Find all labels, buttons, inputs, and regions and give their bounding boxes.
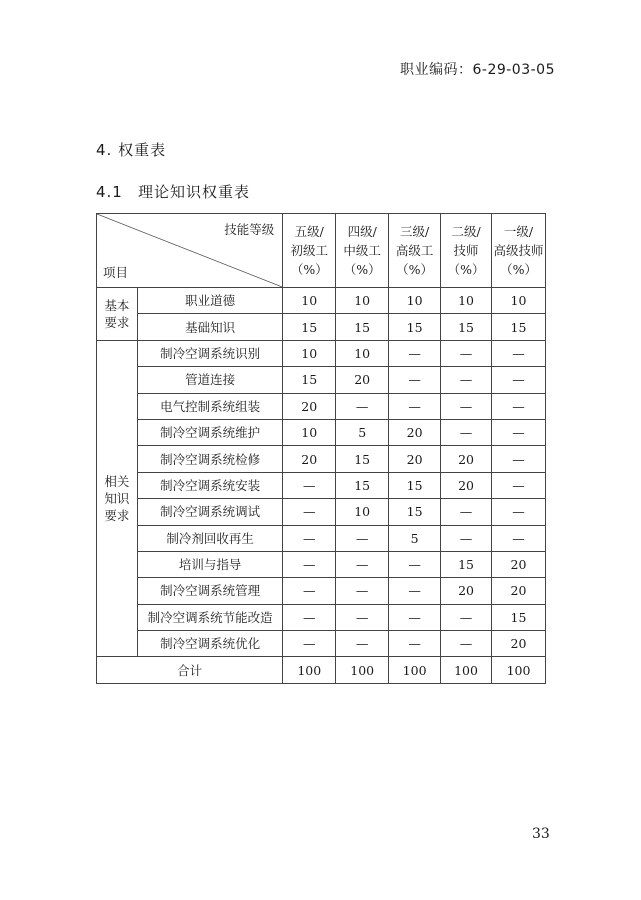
value-cell: 15 <box>441 314 492 340</box>
subsection-number: 4.1 <box>96 183 123 201</box>
table-row <box>97 419 546 445</box>
value-cell: — <box>283 525 336 551</box>
item-cell: 电气控制系统组装 <box>137 393 282 419</box>
item-cell: 制冷空调系统识别 <box>137 340 282 366</box>
value-cell: 20 <box>283 393 336 419</box>
value-cell: — <box>492 499 546 525</box>
total-row <box>97 657 546 683</box>
value-cell: 20 <box>492 631 546 657</box>
value-cell: — <box>336 525 389 551</box>
total-label-cell: 合计 <box>97 657 283 683</box>
table-row <box>97 314 546 340</box>
value-cell: 15 <box>492 604 546 630</box>
value-cell: — <box>441 419 492 445</box>
item-cell: 制冷空调系统调试 <box>137 499 282 525</box>
value-cell: — <box>336 551 389 577</box>
value-cell: — <box>283 578 336 604</box>
value-cell: 10 <box>336 288 389 314</box>
value-cell: 10 <box>492 288 546 314</box>
value-cell: — <box>441 604 492 630</box>
value-cell: — <box>389 551 441 577</box>
weight-table <box>96 213 546 684</box>
value-cell: — <box>389 604 441 630</box>
value-cell: 20 <box>336 367 389 393</box>
level-header-line1: 四级/ <box>347 224 377 239</box>
value-cell: 15 <box>336 314 389 340</box>
level-header-line1: 二级/ <box>451 224 481 239</box>
level-header-line1: 三级/ <box>400 224 430 239</box>
level-header-cell <box>492 214 546 288</box>
table-row <box>97 446 546 472</box>
value-cell: — <box>336 631 389 657</box>
item-cell: 制冷空调系统节能改造 <box>137 604 282 630</box>
table-row <box>97 631 546 657</box>
value-cell: — <box>283 551 336 577</box>
value-cell: 15 <box>336 472 389 498</box>
group-label-cell <box>97 340 138 657</box>
item-cell: 管道连接 <box>137 367 282 393</box>
item-cell: 制冷空调系统维护 <box>137 419 282 445</box>
total-value-cell: 100 <box>389 657 441 683</box>
value-cell: 10 <box>336 499 389 525</box>
value-cell: 20 <box>441 578 492 604</box>
level-header-line3: （%） <box>290 262 328 277</box>
level-header-line3: （%） <box>343 262 381 277</box>
level-header-line3: （%） <box>396 262 434 277</box>
value-cell: 15 <box>389 472 441 498</box>
value-cell: — <box>492 419 546 445</box>
subsection-label: 理论知识权重表 <box>138 183 251 201</box>
value-cell: 20 <box>492 578 546 604</box>
value-cell: 15 <box>389 314 441 340</box>
item-cell: 制冷空调系统检修 <box>137 446 282 472</box>
group-label-line: 要求 <box>104 508 130 524</box>
value-cell: 20 <box>389 419 441 445</box>
value-cell: 5 <box>389 525 441 551</box>
value-cell: — <box>441 631 492 657</box>
value-cell: — <box>283 472 336 498</box>
value-cell: — <box>283 631 336 657</box>
value-cell: 15 <box>336 446 389 472</box>
level-header-line2: 技师 <box>453 243 479 258</box>
group-label-line: 要求 <box>104 314 130 330</box>
group-label-line: 基本 <box>104 297 130 313</box>
value-cell: — <box>336 604 389 630</box>
level-header-line3: （%） <box>447 262 485 277</box>
value-cell: 10 <box>441 288 492 314</box>
value-cell: — <box>492 340 546 366</box>
value-cell: 15 <box>283 314 336 340</box>
table-row <box>97 525 546 551</box>
level-header-line3: （%） <box>500 262 537 277</box>
value-cell: — <box>492 472 546 498</box>
table-row <box>97 472 546 498</box>
value-cell: 10 <box>283 340 336 366</box>
value-cell: — <box>441 525 492 551</box>
group-label-line: 相关 <box>104 474 130 490</box>
table-row <box>97 604 546 630</box>
value-cell: 10 <box>283 419 336 445</box>
table-header-row <box>97 214 546 288</box>
table-row <box>97 393 546 419</box>
value-cell: — <box>389 393 441 419</box>
value-cell: 15 <box>492 314 546 340</box>
group-label-cell <box>97 288 138 341</box>
table-row <box>97 288 546 314</box>
value-cell: — <box>389 340 441 366</box>
table-row <box>97 578 546 604</box>
item-label: 项目 <box>103 265 129 280</box>
value-cell: 20 <box>389 446 441 472</box>
value-cell: 15 <box>441 551 492 577</box>
value-cell: — <box>492 525 546 551</box>
value-cell: — <box>336 393 389 419</box>
corner-header-cell <box>97 214 283 288</box>
subsection-title <box>96 181 250 202</box>
value-cell: — <box>389 367 441 393</box>
occupation-code: 职业编码：6-29-03-05 <box>399 62 555 78</box>
level-header-line1: 一级/ <box>503 224 534 239</box>
value-cell: — <box>441 367 492 393</box>
section-title: 4. 权重表 <box>96 141 167 159</box>
skill-level-label: 技能等级 <box>224 222 275 237</box>
table-row <box>97 551 546 577</box>
value-cell: 10 <box>283 288 336 314</box>
value-cell: 15 <box>283 367 336 393</box>
level-header-cell <box>336 214 389 288</box>
value-cell: 10 <box>389 288 441 314</box>
value-cell: 20 <box>441 472 492 498</box>
page-number: 33 <box>532 826 550 842</box>
value-cell: — <box>441 499 492 525</box>
value-cell: — <box>441 340 492 366</box>
item-cell: 制冷空调系统优化 <box>137 631 282 657</box>
level-header-cell <box>283 214 336 288</box>
weight-table-body <box>97 214 546 684</box>
value-cell: — <box>492 367 546 393</box>
item-cell: 制冷剂回收再生 <box>137 525 282 551</box>
total-value-cell: 100 <box>492 657 546 683</box>
value-cell: — <box>283 499 336 525</box>
item-cell: 培训与指导 <box>137 551 282 577</box>
value-cell: — <box>441 393 492 419</box>
item-cell: 制冷空调系统管理 <box>137 578 282 604</box>
value-cell: — <box>492 446 546 472</box>
value-cell: 15 <box>389 499 441 525</box>
group-label-line: 知识 <box>104 491 130 507</box>
value-cell: 5 <box>336 419 389 445</box>
level-header-line2: 中级工 <box>343 243 381 258</box>
value-cell: — <box>336 578 389 604</box>
total-value-cell: 100 <box>441 657 492 683</box>
item-cell: 基础知识 <box>137 314 282 340</box>
level-header-line2: 初级工 <box>290 243 329 258</box>
value-cell: — <box>389 631 441 657</box>
level-header-cell <box>441 214 492 288</box>
total-value-cell: 100 <box>283 657 336 683</box>
value-cell: — <box>492 393 546 419</box>
level-header-line2: 高级工 <box>395 243 434 258</box>
item-cell: 职业道德 <box>137 288 282 314</box>
level-header-line1: 五级/ <box>294 224 324 239</box>
value-cell: 20 <box>283 446 336 472</box>
value-cell: 20 <box>441 446 492 472</box>
value-cell: — <box>283 604 336 630</box>
total-value-cell: 100 <box>336 657 389 683</box>
level-header-line2: 高级技师 <box>493 243 544 258</box>
item-cell: 制冷空调系统安装 <box>137 472 282 498</box>
table-row <box>97 340 546 366</box>
value-cell: 20 <box>492 551 546 577</box>
table-row <box>97 367 546 393</box>
value-cell: 10 <box>336 340 389 366</box>
value-cell: — <box>389 578 441 604</box>
level-header-cell <box>389 214 441 288</box>
table-row <box>97 499 546 525</box>
